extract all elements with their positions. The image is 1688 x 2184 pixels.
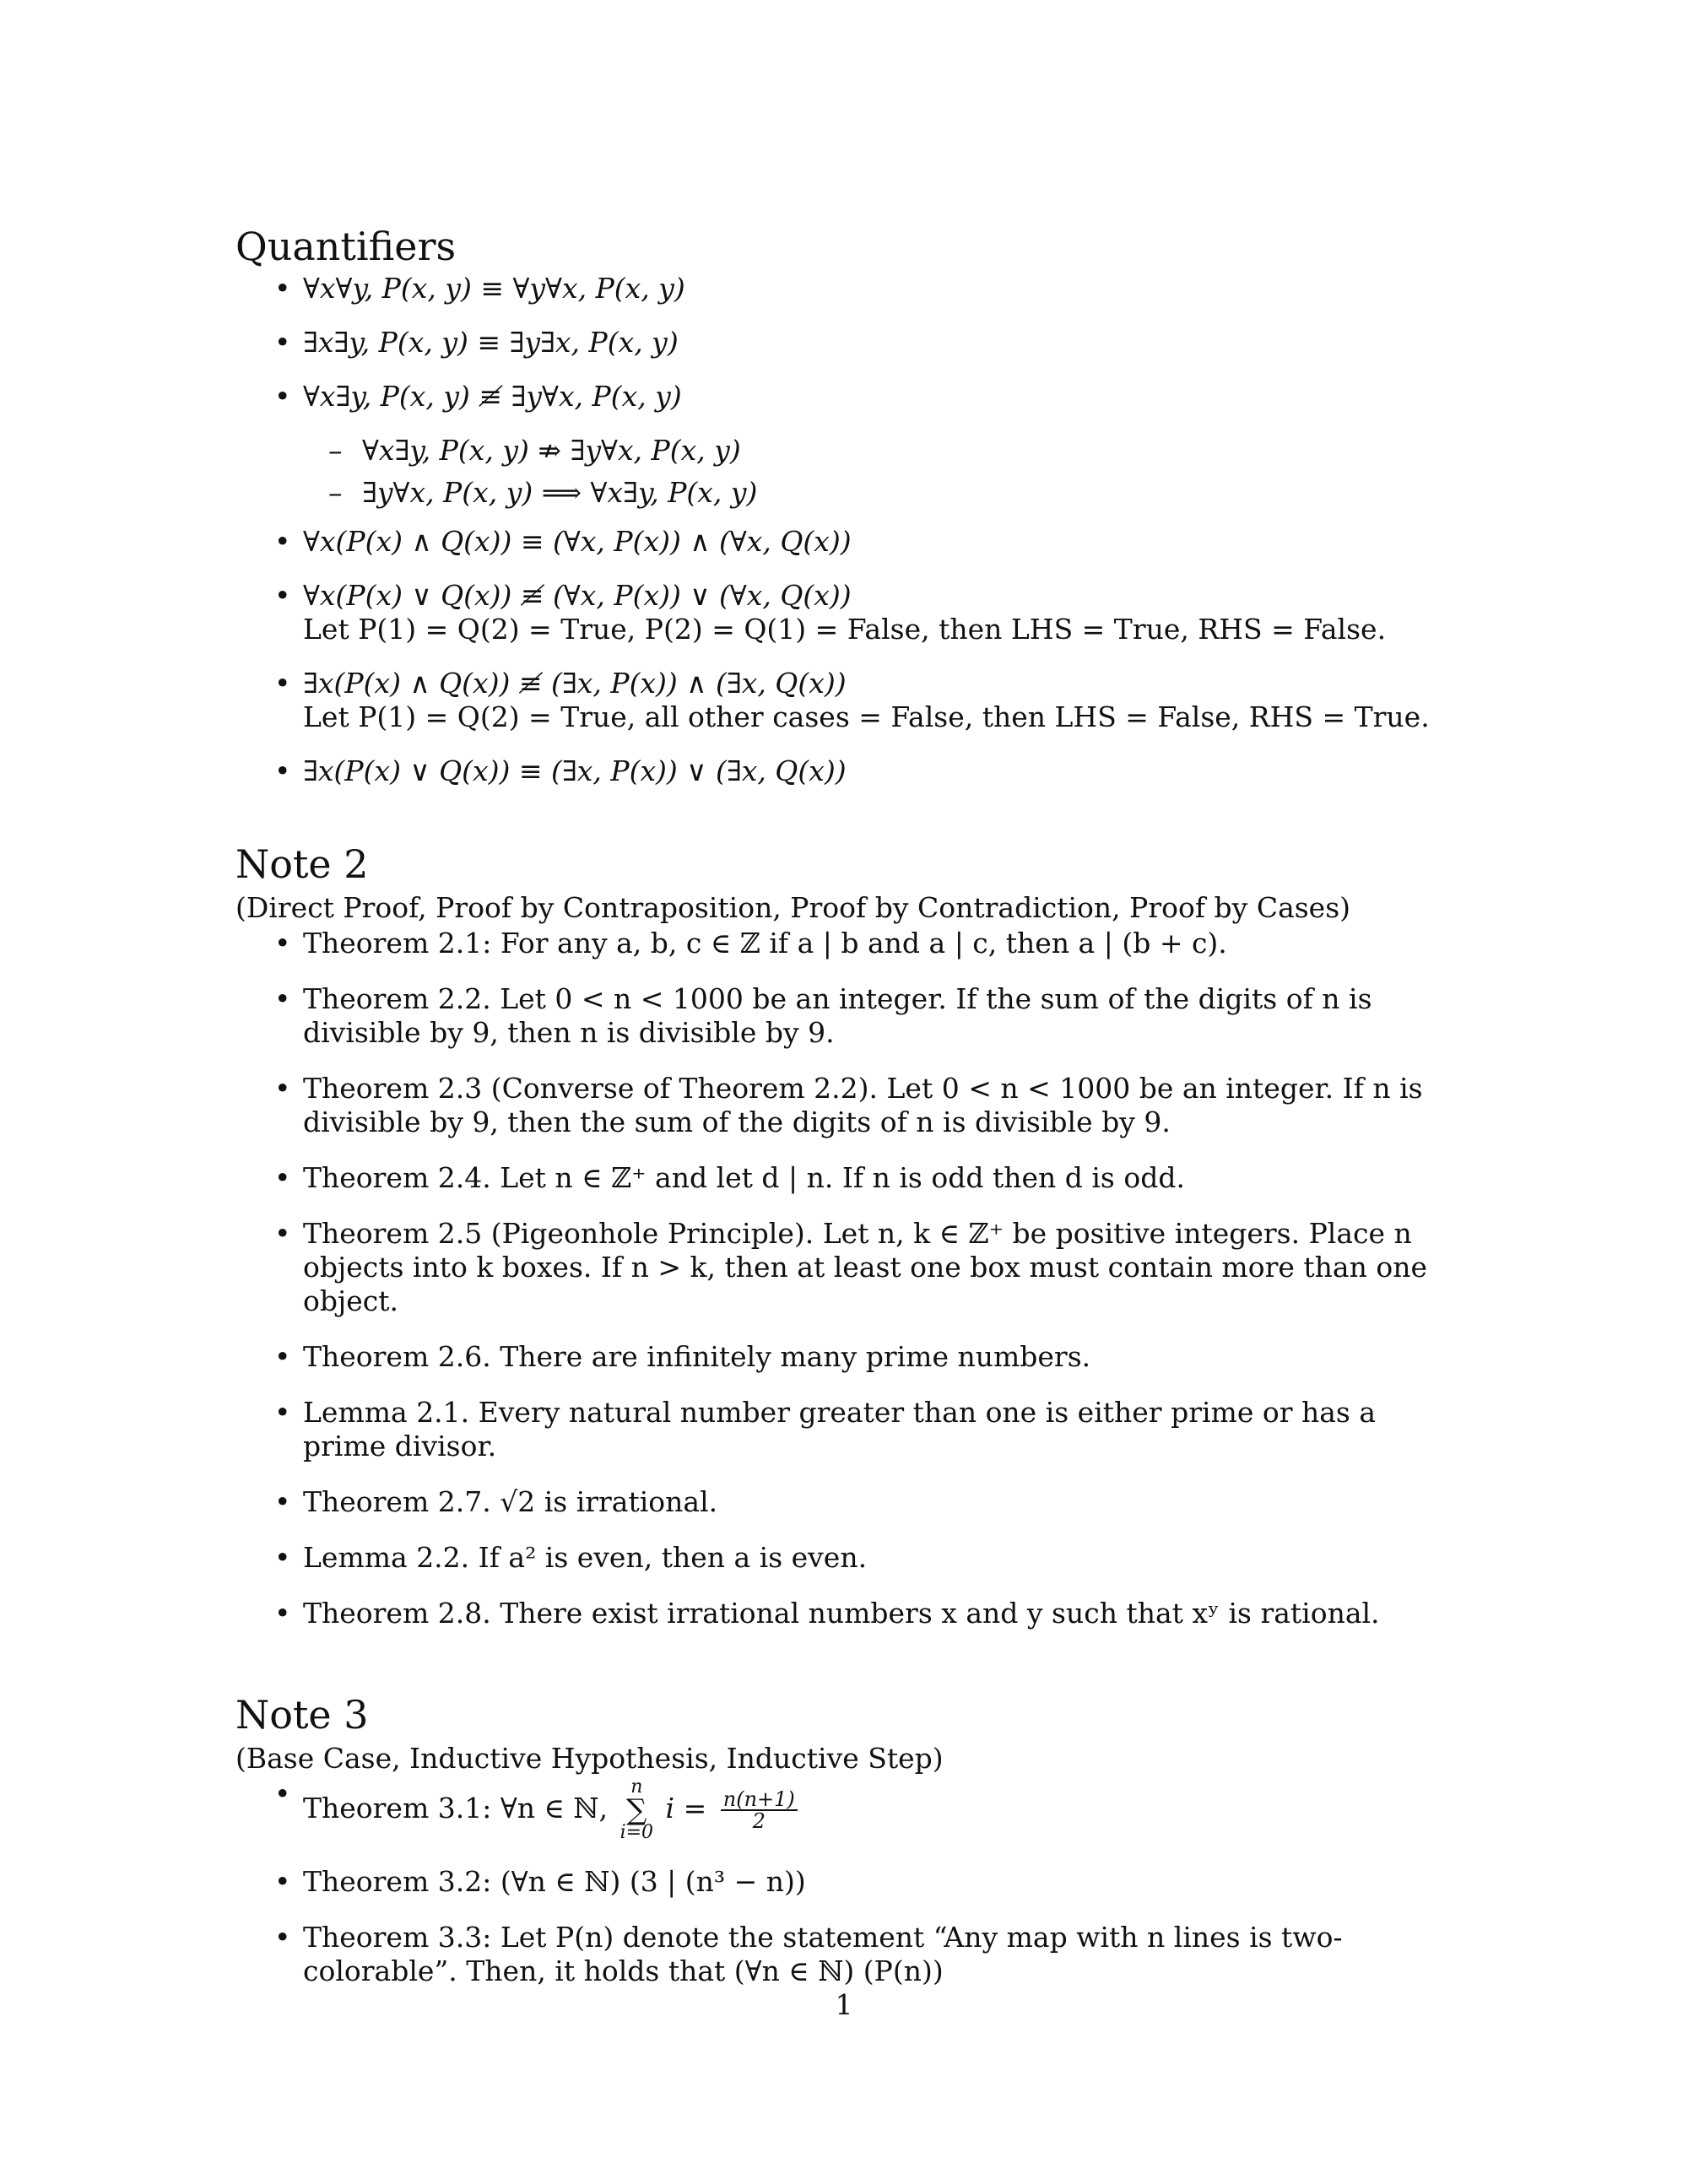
theorem-item: • Theorem 2.6. There are infinitely many prime numbers.	[235, 1340, 1459, 1374]
theorem-item: • Theorem 2.1: For any a, b, c ∈ ℤ if a | b and a | c, then a | (b + c).	[235, 927, 1459, 960]
lemma-item: • Lemma 2.2. If a² is even, then a is even.	[235, 1541, 1459, 1575]
note2-section	[235, 839, 1459, 1630]
page-number: 1	[835, 1988, 853, 2021]
theorem-item: • Theorem 2.5 (Pigeonhole Principle). Let n, k ∈ ℤ⁺ be positive integers. Place n objects into k boxes. If n > k, then at least one box must contain more than one object.	[235, 1217, 1459, 1318]
note3-subtitle: (Base Case, Inductive Hypothesis, Inductive Step)	[235, 1742, 944, 1775]
theorem-item: • Theorem 2.3 (Converse of Theorem 2.2). Let 0 < n < 1000 be an integer. If n is divisible by 9, then the sum of the digits of n is divisible by 9.	[235, 1072, 1459, 1139]
quantifier-subrule: – ∀x∃y, P(x, y) ⇏ ∃y∀x, P(x, y)	[235, 434, 1459, 468]
note3-section	[235, 1689, 1459, 1988]
sum-body: i =	[665, 1792, 707, 1825]
theorem-item: • Theorem 3.3: Let P(n) denote the statement “Any map with n lines is two-colorable”. Then, it holds that (∀n ∈ ℕ) (P(n))	[235, 1921, 1459, 1988]
theorem-item: • Theorem 2.7. √2 is irrational.	[235, 1485, 1459, 1519]
fraction-numerator: n(n+1)	[721, 1789, 798, 1811]
quantifier-rule: • ∃x(P(x) ∨ Q(x)) ≡ (∃x, P(x)) ∨ (∃x, Q(x))	[235, 754, 1459, 788]
quantifier-rule-with-example	[235, 667, 1459, 734]
quantifier-rule: • ∃x∃y, P(x, y) ≡ ∃y∃x, P(x, y)	[235, 326, 1459, 359]
theorem-item: • Theorem 2.8. There exist irrational numbers x and y such that xʸ is rational.	[235, 1597, 1459, 1630]
quantifier-subrule: – ∃y∀x, P(x, y) ⟹ ∀x∃y, P(x, y)	[235, 476, 1459, 510]
fraction	[721, 1789, 798, 1831]
summation	[620, 1777, 653, 1843]
sigma-symbol: ∑	[626, 1793, 647, 1827]
fraction-denominator: 2	[752, 1809, 766, 1833]
note2-subtitle: (Direct Proof, Proof by Contraposition, Proof by Contradiction, Proof by Cases)	[235, 891, 1351, 924]
counterexample: Let P(1) = Q(2) = True, P(2) = Q(1) = False, then LHS = True, RHS = False.	[303, 613, 1387, 646]
sum-upper-limit: n	[630, 1776, 643, 1797]
note2-title: Note 2	[235, 841, 369, 887]
sum-lower-limit: i=0	[619, 1822, 654, 1843]
quantifier-rule: • ∀x(P(x) ∧ Q(x)) ≡ (∀x, P(x)) ∧ (∀x, Q(x))	[235, 525, 1459, 559]
quantifiers-title: Quantifiers	[235, 224, 457, 269]
quantifier-rule: • ∀x(P(x) ∨ Q(x)) ≢ (∀x, P(x)) ∨ (∀x, Q(x))	[303, 579, 852, 612]
note3-list	[235, 1777, 1459, 1988]
quantifier-rule: • ∃x(P(x) ∧ Q(x)) ≢ (∃x, P(x)) ∧ (∃x, Q(x))	[303, 667, 847, 700]
quantifiers-list	[235, 272, 1459, 788]
counterexample: Let P(1) = Q(2) = True, all other cases = False, then LHS = False, RHS = True.	[303, 700, 1430, 733]
quantifiers-section	[235, 221, 1459, 788]
quantifier-rule: • ∀x∀y, P(x, y) ≡ ∀y∀x, P(x, y)	[235, 272, 1459, 305]
quantifier-rule: • ∀x∃y, P(x, y) ≢ ∃y∀x, P(x, y)	[235, 380, 1459, 414]
document-content	[235, 221, 1459, 1988]
lemma-item: • Lemma 2.1. Every natural number greater than one is either prime or has a prime divisor.	[235, 1396, 1459, 1463]
theorem-item: • Theorem 2.2. Let 0 < n < 1000 be an integer. If the sum of the digits of n is divisible by 9, then n is divisible by 9.	[235, 982, 1459, 1050]
theorem-item: • Theorem 2.4. Let n ∈ ℤ⁺ and let d | n. If n is odd then d is odd.	[235, 1161, 1459, 1195]
theorem-item	[235, 1777, 1459, 1843]
note3-title: Note 3	[235, 1692, 369, 1738]
theorem-item: • Theorem 3.2: (∀n ∈ ℕ) (3 | (n³ − n))	[235, 1865, 1459, 1899]
quantifier-rule-with-example	[235, 579, 1459, 646]
theorem-3-1-prefix: Theorem 3.1: ∀n ∈ ℕ,	[303, 1792, 609, 1825]
note2-list	[235, 927, 1459, 1630]
